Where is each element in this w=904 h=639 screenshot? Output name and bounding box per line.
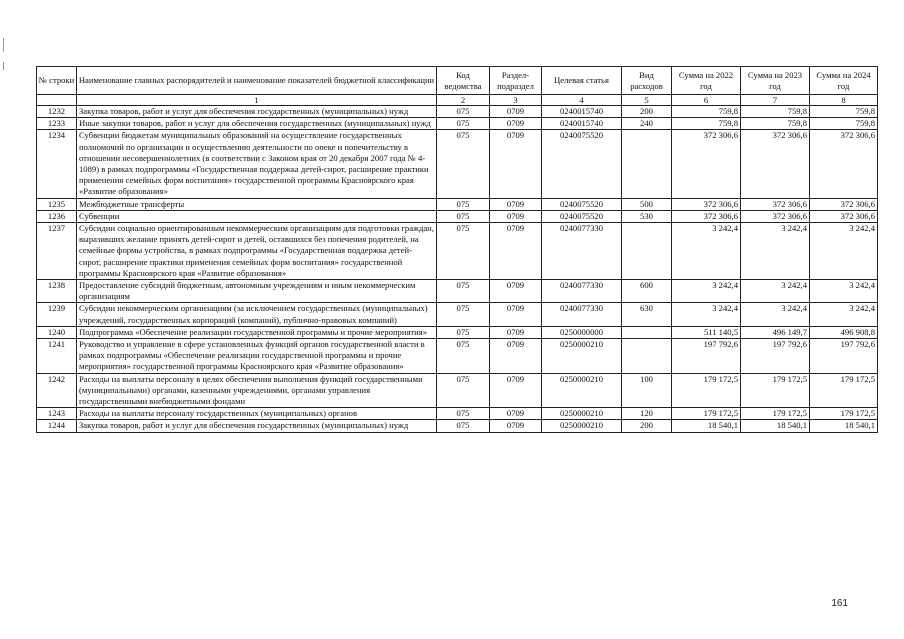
item-name-cell: Расходы на выплаты персоналу в целях обеспечения выполнения функций государственными (муниципальными) органами, казенными учреждениями, органами управления государственными внебюджетными фондами <box>77 373 437 408</box>
sum-2023-cell: 372 306,6 <box>741 210 810 222</box>
expense-type-cell <box>622 223 672 280</box>
section-cell: 0709 <box>490 130 542 198</box>
column-number: 7 <box>741 95 810 106</box>
dept-code-cell: 075 <box>437 326 490 338</box>
sum-2024-cell: 496 908,8 <box>810 326 878 338</box>
section-cell: 0709 <box>490 106 542 118</box>
item-name-cell: Иные закупки товаров, работ и услуг для обеспечения государственных (муниципальных) нужд <box>77 118 437 130</box>
item-name-cell: Закупка товаров, работ и услуг для обеспечения государственных (муниципальных) нужд <box>77 420 437 432</box>
item-name-cell: Субвенции бюджетам муниципальных образований на осуществление государственных полномочий по организации и осуществлению деятельности по опеке и попечительству в отношении несовершеннолетних (в соответствии с Законом края от 20 декабря 2007 года № 4-1089) в рамках подпрограммы «Государственная поддержка детей-сирот, расширение практики применения семейных форм воспитания» государственной программы Красноярского края «Развитие образования» <box>77 130 437 198</box>
sum-2023-cell: 3 242,4 <box>741 280 810 303</box>
budget-table <box>36 66 878 433</box>
sum-2022-cell: 372 306,6 <box>672 130 741 198</box>
sum-2023-cell: 179 172,5 <box>741 373 810 408</box>
sum-2022-cell: 3 242,4 <box>672 280 741 303</box>
table-row <box>37 223 878 280</box>
sum-2022-cell: 372 306,6 <box>672 210 741 222</box>
section-cell: 0709 <box>490 408 542 420</box>
item-name-cell: Предоставление субсидий бюджетным, автономным учреждениям и иным некоммерческим организациям <box>77 280 437 303</box>
sum-2023-cell: 372 306,6 <box>741 130 810 198</box>
dept-code-cell: 075 <box>437 303 490 326</box>
section-cell: 0709 <box>490 118 542 130</box>
sum-2023-cell: 197 792,6 <box>741 339 810 374</box>
row-number-cell: 1235 <box>37 198 77 210</box>
table-row <box>37 303 878 326</box>
sum-2024-cell: 372 306,6 <box>810 210 878 222</box>
table-row <box>37 106 878 118</box>
row-number-cell: 1238 <box>37 280 77 303</box>
item-name-cell: Субсидии социально ориентированным некоммерческим организациям для подготовки граждан, выразивших желание принять детей-сирот и детей, оставшихся без попечения родителей, на семейные формы устройства, в рамках подпрограммы «Государственная поддержка детей-сирот, расширение практики применения семейных форм воспитания» государственной программы Красноярского края «Развитие образования» <box>77 223 437 280</box>
item-name-cell: Субвенции <box>77 210 437 222</box>
header-name: Наименование главных распорядителей и наименование показателей бюджетной классификации <box>77 67 437 95</box>
sum-2024-cell: 179 172,5 <box>810 373 878 408</box>
row-number-cell: 1244 <box>37 420 77 432</box>
sum-2024-cell: 372 306,6 <box>810 198 878 210</box>
sum-2023-cell: 3 242,4 <box>741 303 810 326</box>
sum-2023-cell: 496 149,7 <box>741 326 810 338</box>
expense-type-cell: 200 <box>622 420 672 432</box>
target-article-cell: 0240077330 <box>542 303 622 326</box>
expense-type-cell: 530 <box>622 210 672 222</box>
target-article-cell: 0240075520 <box>542 198 622 210</box>
sum-2023-cell: 759,8 <box>741 106 810 118</box>
sum-2023-cell: 18 540,1 <box>741 420 810 432</box>
section-cell: 0709 <box>490 198 542 210</box>
section-cell: 0709 <box>490 420 542 432</box>
expense-type-cell: 600 <box>622 280 672 303</box>
row-number-cell: 1232 <box>37 106 77 118</box>
dept-code-cell: 075 <box>437 198 490 210</box>
row-number-cell: 1241 <box>37 339 77 374</box>
expense-type-cell: 200 <box>622 106 672 118</box>
sum-2023-cell: 759,8 <box>741 118 810 130</box>
dept-code-cell: 075 <box>437 339 490 374</box>
sum-2024-cell: 197 792,6 <box>810 339 878 374</box>
dept-code-cell: 075 <box>437 408 490 420</box>
sum-2024-cell: 759,8 <box>810 118 878 130</box>
row-number-cell: 1233 <box>37 118 77 130</box>
target-article-cell: 0240015740 <box>542 118 622 130</box>
target-article-cell: 0240077330 <box>542 280 622 303</box>
dept-code-cell: 075 <box>437 118 490 130</box>
expense-type-cell <box>622 339 672 374</box>
item-name-cell: Межбюджетные трансферты <box>77 198 437 210</box>
sum-2022-cell: 372 306,6 <box>672 198 741 210</box>
target-article-cell: 0250000210 <box>542 373 622 408</box>
target-article-cell: 0240075520 <box>542 130 622 198</box>
sum-2024-cell: 3 242,4 <box>810 280 878 303</box>
item-name-cell: Руководство и управление в сфере установленных функций органов государственной власти в рамках подпрограммы «Обеспечение реализации государственной программы и прочие мероприятия» государственной программы Красноярского края «Развитие образования» <box>77 339 437 374</box>
column-number: 1 <box>77 95 437 106</box>
dept-code-cell: 075 <box>437 106 490 118</box>
section-cell: 0709 <box>490 373 542 408</box>
dept-code-cell: 075 <box>437 420 490 432</box>
row-number-cell: 1237 <box>37 223 77 280</box>
section-cell: 0709 <box>490 280 542 303</box>
column-number: 8 <box>810 95 878 106</box>
expense-type-cell <box>622 326 672 338</box>
target-article-cell: 0250000210 <box>542 408 622 420</box>
table-row <box>37 130 878 198</box>
dept-code-cell: 075 <box>437 223 490 280</box>
sum-2022-cell: 759,8 <box>672 106 741 118</box>
table-row <box>37 118 878 130</box>
dept-code-cell: 075 <box>437 280 490 303</box>
scan-edge-mark <box>3 62 4 70</box>
row-number-cell: 1242 <box>37 373 77 408</box>
header-sum-2022: Сумма на 2022 год <box>672 67 741 95</box>
section-cell: 0709 <box>490 223 542 280</box>
item-name-cell: Расходы на выплаты персоналу государственных (муниципальных) органов <box>77 408 437 420</box>
table-body <box>37 106 878 433</box>
item-name-cell: Субсидии некоммерческим организациям (за исключением государственных (муниципальных) учреждений, государственных корпораций (компаний), публично-правовых компаний) <box>77 303 437 326</box>
expense-type-cell: 120 <box>622 408 672 420</box>
sum-2024-cell: 3 242,4 <box>810 223 878 280</box>
table-row <box>37 408 878 420</box>
item-name-cell: Подпрограмма «Обеспечение реализации государственной программы и прочие мероприятия» <box>77 326 437 338</box>
header-dept-code: Код ведомства <box>437 67 490 95</box>
section-cell: 0709 <box>490 210 542 222</box>
target-article-cell: 0250000210 <box>542 420 622 432</box>
sum-2022-cell: 18 540,1 <box>672 420 741 432</box>
target-article-cell: 0240075520 <box>542 210 622 222</box>
dept-code-cell: 075 <box>437 210 490 222</box>
target-article-cell: 0250000000 <box>542 326 622 338</box>
table-row <box>37 339 878 374</box>
header-sum-2023: Сумма на 2023 год <box>741 67 810 95</box>
sum-2022-cell: 179 172,5 <box>672 408 741 420</box>
section-cell: 0709 <box>490 303 542 326</box>
header-row-number: № строки <box>37 67 77 95</box>
column-number <box>37 95 77 106</box>
header-target-article: Целевая статья <box>542 67 622 95</box>
sum-2022-cell: 3 242,4 <box>672 223 741 280</box>
column-number: 4 <box>542 95 622 106</box>
table-row <box>37 198 878 210</box>
row-number-cell: 1239 <box>37 303 77 326</box>
scan-edge-mark <box>3 38 4 52</box>
sum-2024-cell: 179 172,5 <box>810 408 878 420</box>
row-number-cell: 1243 <box>37 408 77 420</box>
header-section: Раздел-подраздел <box>490 67 542 95</box>
sum-2022-cell: 759,8 <box>672 118 741 130</box>
sum-2024-cell: 372 306,6 <box>810 130 878 198</box>
sum-2022-cell: 179 172,5 <box>672 373 741 408</box>
table-header <box>37 67 878 106</box>
row-number-cell: 1234 <box>37 130 77 198</box>
column-number: 3 <box>490 95 542 106</box>
sum-2023-cell: 3 242,4 <box>741 223 810 280</box>
column-number: 6 <box>672 95 741 106</box>
item-name-cell: Закупка товаров, работ и услуг для обеспечения государственных (муниципальных) нужд <box>77 106 437 118</box>
column-number: 2 <box>437 95 490 106</box>
sum-2024-cell: 18 540,1 <box>810 420 878 432</box>
expense-type-cell: 500 <box>622 198 672 210</box>
expense-type-cell: 630 <box>622 303 672 326</box>
expense-type-cell: 100 <box>622 373 672 408</box>
row-number-cell: 1240 <box>37 326 77 338</box>
expense-type-cell <box>622 130 672 198</box>
sum-2023-cell: 179 172,5 <box>741 408 810 420</box>
header-sum-2024: Сумма на 2024 год <box>810 67 878 95</box>
table-row <box>37 280 878 303</box>
table-row <box>37 210 878 222</box>
dept-code-cell: 075 <box>437 130 490 198</box>
target-article-cell: 0240015740 <box>542 106 622 118</box>
section-cell: 0709 <box>490 339 542 374</box>
target-article-cell: 0250000210 <box>542 339 622 374</box>
table-row <box>37 420 878 432</box>
sum-2022-cell: 511 140,5 <box>672 326 741 338</box>
sum-2022-cell: 3 242,4 <box>672 303 741 326</box>
sum-2024-cell: 3 242,4 <box>810 303 878 326</box>
sum-2024-cell: 759,8 <box>810 106 878 118</box>
column-number: 5 <box>622 95 672 106</box>
section-cell: 0709 <box>490 326 542 338</box>
table-row <box>37 373 878 408</box>
expense-type-cell: 240 <box>622 118 672 130</box>
table-row <box>37 326 878 338</box>
sum-2022-cell: 197 792,6 <box>672 339 741 374</box>
dept-code-cell: 075 <box>437 373 490 408</box>
header-expense-type: Вид расходов <box>622 67 672 95</box>
page-number: 161 <box>831 598 848 609</box>
sum-2023-cell: 372 306,6 <box>741 198 810 210</box>
target-article-cell: 0240077330 <box>542 223 622 280</box>
row-number-cell: 1236 <box>37 210 77 222</box>
